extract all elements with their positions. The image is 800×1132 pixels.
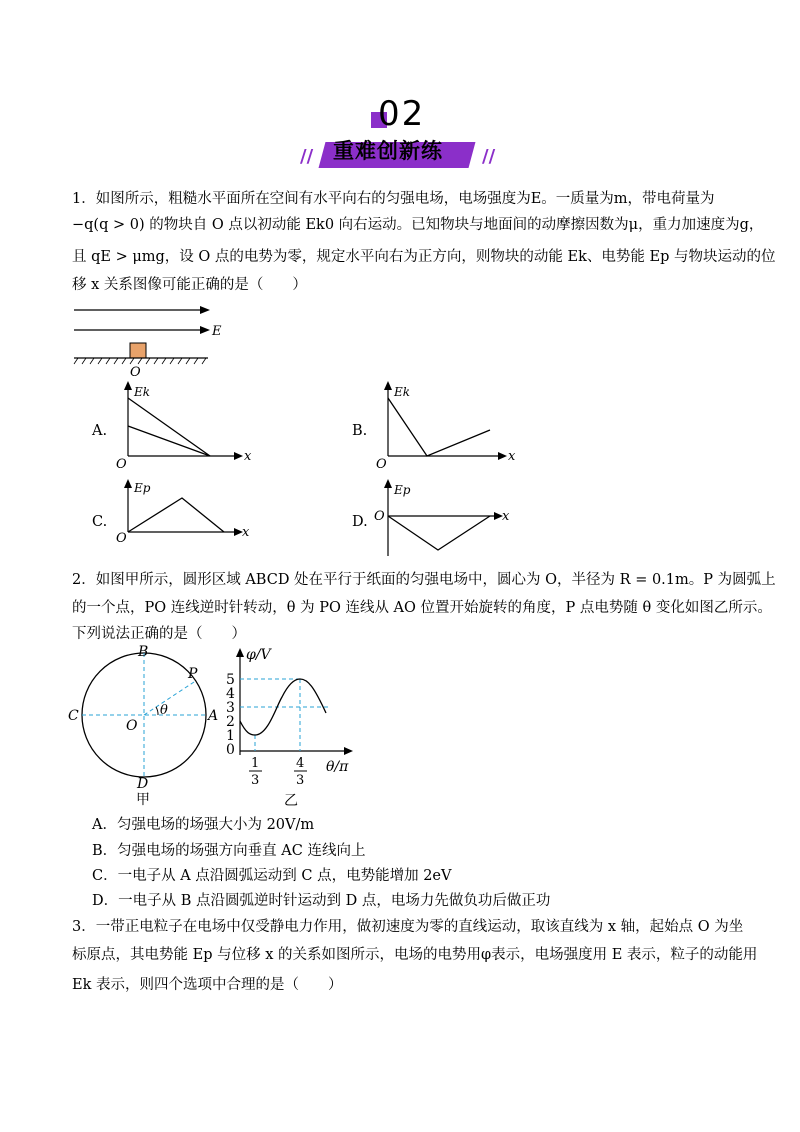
q2-option-c[interactable]: C．一电子从 A 点沿圆弧运动到 C 点，电势能增加 2eV [92,868,452,884]
x-tick-1-num: 1 [251,756,260,771]
graph-b [372,380,517,470]
q1-setup-figure [70,300,230,380]
graph-d [372,478,517,558]
q2-figure-circle [66,642,226,810]
q2-line-1: 2．如图甲所示，圆形区域 ABCD 处在平行于纸面的匀强电场中，圆心为 O，半径为 R = 0.1m。P 为圆弧上 [72,572,776,588]
q2-figure-graph [222,645,362,810]
y-axis-label: φ/V [246,647,271,663]
q1-line-1: 1．如图所示，粗糙水平面所在空间有水平向右的匀强电场，电场强度为E。一质量为m，带电荷量为 [72,191,715,207]
field-label: E [212,324,222,339]
figure-jia-label: 甲 [136,792,150,808]
graph-c [112,478,252,548]
label-d: D [137,776,149,792]
curve [388,398,490,456]
axis-x-label: x [242,525,250,540]
q3-line-2: 标原点，其电势能 Ep 与位移 x 的关系如图所示，电场的电势用φ表示，电场强度用 E 表示，粒子的动能用 [72,947,758,963]
label-p: P [188,666,198,682]
x-tick-2-den: 3 [296,773,305,788]
section-title: 重难创新练 [333,139,443,163]
origin-label: O [376,457,387,470]
origin-label: O [116,457,127,470]
q2-option-d[interactable]: D．一电子从 B 点沿圆弧逆时针运动到 D 点，电场力先做负功后做正功 [92,893,551,909]
q3-line-3: Ek 表示，则四个选项中合理的是（ ） [72,977,343,993]
y-tick-5: 5 [226,672,235,688]
q2-line-2: 的一个点，PO 连线逆时针转动，θ 为 PO 连线从 AO 位置开始旋转的角度，P 点电势随 θ 变化如图乙所示。 [72,600,772,616]
label-o: O [126,718,138,734]
axis-y-label: Ek [134,385,151,399]
block [130,343,146,358]
x-tick-2-num: 4 [296,756,305,771]
q1-line-3: 且 qE > μmg，设 O 点的电势为零，规定水平向右为正方向，则物块的动能 Ek、电势能 Ep 与物块运动的位 [72,249,776,265]
q2-line-3: 下列说法正确的是（ ） [72,626,246,642]
curve-upper [128,398,210,456]
title-slashes-right: // [482,146,496,167]
label-c: C [68,708,79,724]
x-axis-label: θ/π [326,759,349,775]
figure-yi-label: 乙 [284,793,298,809]
option-c-letter: C. [92,514,108,530]
q2-option-a[interactable]: A．匀强电场的场强大小为 20V/m [92,817,315,833]
option-b-letter: B. [352,423,368,439]
label-a: A [208,708,219,724]
axis-y-label: Ep [134,481,151,495]
axis-x-label: x [508,449,516,464]
curve [388,516,490,550]
graph-a [112,380,252,470]
origin-label: O [130,365,141,380]
label-theta: θ [160,703,168,718]
curve-lower [128,426,210,456]
y-tick-4: 4 [226,686,235,702]
title-slashes-left: // [300,146,314,167]
option-a-letter: A. [92,423,108,439]
y-tick-3: 3 [226,700,235,716]
label-b: B [138,644,149,660]
q1-line-2: −q(q > 0) 的物块自 O 点以初动能 Ek0 向右运动。已知物块与地面间的动摩擦因数为μ，重力加速度为g， [72,217,764,233]
y-tick-0: 0 [226,742,235,758]
origin-label: O [116,531,127,546]
section-number: 02 [378,94,426,134]
q3-line-1: 3．一带正电粒子在电场中仅受静电力作用，做初速度为零的直线运动，取该直线为 x 轴，起始点 O 为坐 [72,919,744,935]
x-tick-1-den: 3 [251,773,260,788]
option-d-letter: D. [352,514,368,530]
q1-line-4: 移 x 关系图像可能正确的是（ ） [72,277,307,293]
origin-label: O [374,509,385,524]
axis-y-label: Ek [394,385,411,399]
axis-x-label: x [502,509,510,524]
axis-y-label: Ep [394,483,411,497]
q2-option-b[interactable]: B．匀强电场的场强方向垂直 AC 连线向上 [92,843,366,859]
axis-x-label: x [244,449,252,464]
y-tick-1: 1 [226,728,235,744]
y-tick-2: 2 [226,714,235,730]
curve [128,498,224,532]
